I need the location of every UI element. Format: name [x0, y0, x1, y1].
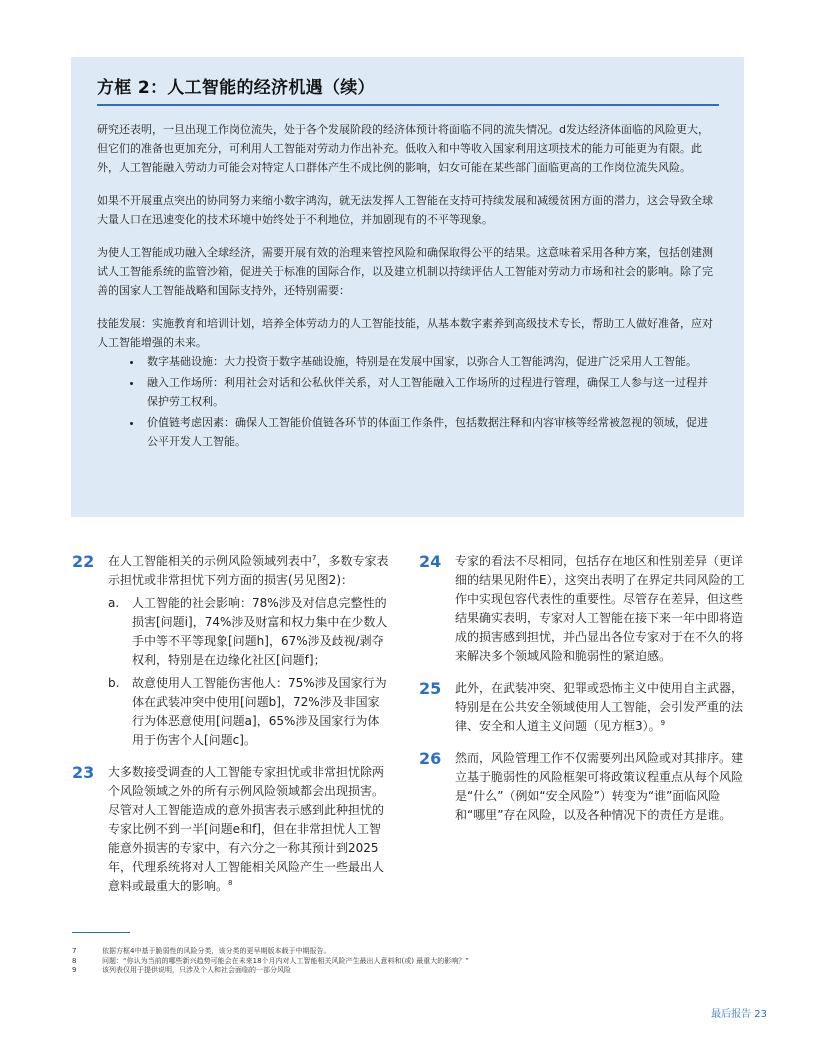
footnote-text: 该列表仅用于提供说明，只涉及个人和社会面临的一部分风险 [102, 966, 291, 974]
page-number: 23 [754, 1009, 767, 1020]
sub-item-text: 故意使用人工智能伤害他人：75%涉及国家行为体在武装冲突中使用[问题b]，72%涉及非国家行为体恶意使用[问题a]，65%涉及国家行为体用于伤害个人[问题c]。 [132, 676, 387, 747]
sub-item-b [108, 674, 390, 750]
footnote-9 [72, 966, 712, 976]
paragraph-text-part: 此外，在武装冲突、犯罪或恐怖主义中使用自主武器，特别是在公共安全领域使用人工智能，会引发严重的法律、安全和人道主义问题（见方框3）。 [455, 681, 744, 733]
paragraph-24 [419, 552, 745, 666]
paragraph-text [108, 763, 390, 896]
paragraph-text [455, 679, 745, 736]
sub-item-text: 人工智能的社会影响：78%涉及对信息完整性的损害[问题i]，74%涉及财富和权力集中在少数人手中等不平等现象[问题h]，67%涉及歧视/剥夺权利，特别是在边缘化社区[问题f]； [132, 596, 388, 667]
footnote-number: 8 [72, 956, 77, 965]
footnotes [72, 947, 712, 976]
paragraph-text: 然而，风险管理工作不仅需要列出风险或对其排序。建立基于脆弱性的风险框架可将政策议程重点从每个风险是“什么”（例如“安全风险”）转变为“谁”面临风险和“哪里”存在风险，以及各种情况下的责任方是谁。 [455, 751, 744, 822]
box-title-divider [97, 104, 719, 106]
footnote-ref[interactable]: 8 [228, 879, 233, 887]
box-paragraph: 如果不开展重点突出的协同努力来缩小数字鸿沟，就无法发挥人工智能在支持可持续发展和减缓贫困方面的潜力，这会导致全球大量人口在迅速变化的技术环境中始终处于不利地位，并加剧现有的不平等现象。 [97, 194, 713, 226]
box-paragraph: 技能发展：实施教育和培训计划，培养全体劳动力的人工智能技能，从基本数字素养到高级技术专长，帮助工人做好准备，应对人工智能增强的未来。 [97, 317, 713, 349]
bullet-item: • 融入工作场所：利用社会对话和公私伙伴关系，对人工智能融入工作场所的过程进行管理，确保工人参与这一过程并保护劳工权利。 [143, 373, 717, 411]
paragraph-text [108, 552, 390, 590]
paragraph-text-part: ，多数专家表示担忧或非常担忧下列方面的损害(另见图2)： [108, 554, 389, 587]
sub-item-label: b. [108, 676, 120, 690]
page-footer [711, 1005, 767, 1020]
paragraph-text-part: 在人工智能相关的示例风险领域列表中 [108, 554, 313, 568]
footnote-ref[interactable]: 9 [660, 719, 666, 727]
box-body [97, 120, 717, 453]
footnote-divider [72, 932, 130, 933]
paragraph-25 [419, 679, 745, 736]
bullet-item: • 数字基础设施：大力投资于数字基础设施，特别是在发展中国家，以弥合人工智能鸿沟，促进广泛采用人工智能。 [143, 352, 717, 371]
footnote-7 [72, 947, 712, 957]
paragraph-26 [419, 749, 745, 825]
footnote-number: 9 [72, 966, 77, 974]
footnote-text: 依据方框4中基于脆弱性的风险分类，该分类的更早期版本载于中期报告。 [102, 947, 331, 955]
footnote-number: 7 [72, 947, 77, 955]
paragraph-text: 专家的看法不尽相同，包括存在地区和性别差异（更详细的结果见附件E），这突出表明了在界定共同风险的工作中实现包容代表性的重要性。尽管存在差异，但这些结果确实表明，专家对人工智能在接下来一年中即将造成的损害感到担忧，并凸显出各位专家对于在不久的将来解决多个领域风险和脆弱性的紧迫感。 [455, 554, 745, 663]
sub-item-label: a. [108, 596, 120, 610]
box-title: 方框 2：人工智能的经济机遇（续） [97, 78, 375, 98]
footnote-8 [72, 957, 712, 967]
paragraph-number: 22 [72, 552, 95, 571]
left-column [72, 552, 390, 909]
paragraph-number: 23 [72, 763, 95, 782]
footnote-text: 问题：“你认为当前的哪些新兴趋势可能会在未来18个月内对人工智能相关风险产生最出人意料和(或) 最重大的影响？” [102, 956, 469, 965]
footnote-ref[interactable]: 7 [312, 554, 317, 562]
right-column [419, 552, 745, 838]
box-2-panel [71, 57, 744, 517]
bullet-item: • 价值链考虑因素：确保人工智能价值链各环节的体面工作条件，包括数据注释和内容审核等经常被忽视的领域，促进公平开发人工智能。 [143, 413, 717, 451]
box-paragraph: 为使人工智能成功融入全球经济，需要开展有效的治理来管控风险和确保取得公平的结果。这意味着采用各种方案，包括创建测试人工智能系统的监管沙箱，促进关于标准的国际合作，以及建立机制以持续评估人工智能对劳动力市场和社会的影响。除了完善的国家人工智能战略和国际支持外，还特别需要： [97, 246, 713, 297]
paragraph-22 [72, 552, 390, 750]
box-bullet-list [97, 352, 717, 451]
box-paragraph: 研究还表明，一旦出现工作岗位流失，处于各个发展阶段的经济体预计将面临不同的流失情况。d发达经济体面临的风险更大，但它们的准备也更加充分，可利用人工智能对劳动力作出补充。低收入和中等收入国家利用这项技术的能力可能更为有限。此外，人工智能融入劳动力可能会对特定人口群体产生不成比例的影响，妇女可能在某些部门面临更高的工作岗位流失风险。 [97, 123, 709, 174]
paragraph-23 [72, 763, 390, 896]
report-label: 最后报告 [711, 1009, 752, 1020]
paragraph-number: 26 [419, 749, 442, 768]
sub-item-a [108, 594, 390, 670]
paragraph-number: 24 [419, 552, 442, 571]
paragraph-number: 25 [419, 679, 442, 698]
paragraph-text-part: 大多数接受调查的人工智能专家担忧或非常担忧除两个风险领域之外的所有示例风险领域都会出现损害。尽管对人工智能造成的意外损害表示感到此种担忧的专家比例不到一半[问题e和f]，但在非常担忧人工智能意外损害的专家中，有六分之一称其预计到2025年，代理系统将对人工智能相关风险产生一些最出人意料或最重大的影响。 [108, 765, 385, 893]
